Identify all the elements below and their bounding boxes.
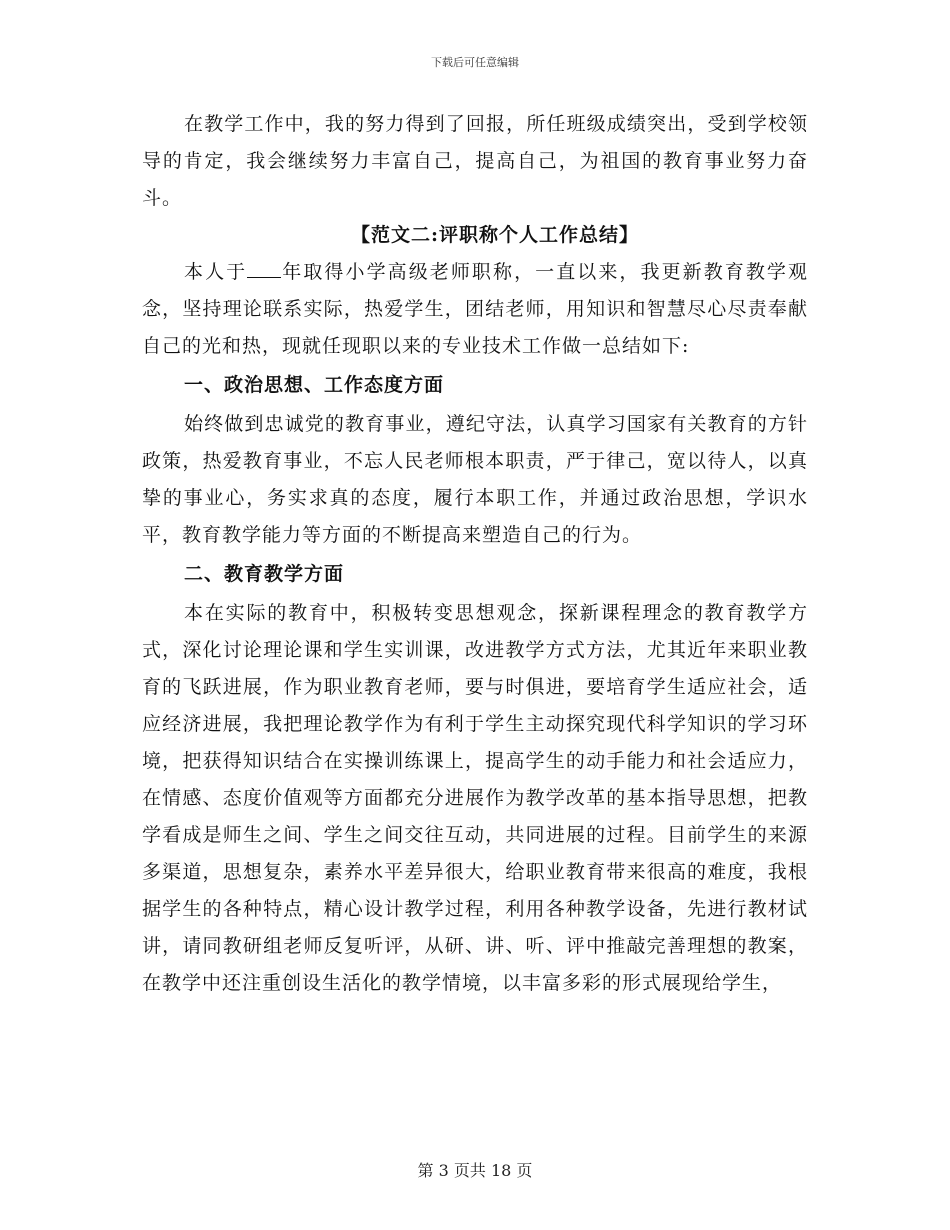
heading-politics: 一、政治思想、工作态度方面 [184, 374, 445, 396]
page-number: 第 3 页共 18 页 [417, 1161, 533, 1180]
paragraph-3: 始终做到忠诚党的教育事业，遵纪守法，认真学习国家有关教育的方针政策，热爱教育事业，不忘人民老师根本职责，严于律己，宽以待人，以真挚的事业心，务实求真的态度，履行本职工作，并通过政治思想，学识水平，教育教学能力等方面的不断提高来塑造自己的行为。 [142, 413, 808, 546]
paragraph-2-rest: 年取得小学高级老师职称，一直以来，我更新教育教学观念，坚持理论联系实际，热爱学生，团结老师，用知识和智慧尽心尽责奉献自己的光和热，现就任现职以来的专业技术工作做一总结如下: [142, 261, 808, 357]
paragraph-2 [142, 254, 808, 365]
paragraph-4: 本在实际的教育中，积极转变思想观念，探新课程理念的教育教学方式，深化讨论理论课和学生实训课，改进教学方式方法，尤其近年来职业教育的飞跃进展，作为职业教育老师，要与时俱进，要培育学生适应社会，适应经济进展，我把理论教学作为有利于学生主动探究现代科学知识的学习环境，把获得知识结合在实操训练课上，提高学生的动手能力和社会适应力，在情感、态度价值观等方面都充分进展作为教学改革的基本指导思想，把教学看成是师生之间、学生之间交往互动，共同进展的过程。目前学生的来源多渠道，思想复杂，素养水平差异很大，给职业教育带来很高的难度，我根据学生的各种特点，精心设计教学过程，利用各种教学设备，先进行教材试讲，请同教研组老师反复听评，从研、讲、听、评中推敲完善理想的教案，在教学中还注重创设生活化的教学情境，以丰富多彩的形式展现给学生， [142, 602, 808, 994]
page-header: 下载后可任意编辑 [431, 56, 519, 69]
heading-teaching: 二、教育教学方面 [184, 563, 345, 585]
document-body [142, 106, 808, 1002]
paragraph-1: 在教学工作中，我的努力得到了回报，所任班级成绩突出，受到学校领导的肯定，我会继续努力丰富自己，提高自己，为祖国的教育事业努力奋斗。 [142, 113, 808, 209]
section-title: 【范文二:评职称个人工作总结】 [350, 224, 639, 246]
paragraph-2-start: 本人于 [184, 261, 248, 283]
blank-underline [247, 260, 281, 278]
